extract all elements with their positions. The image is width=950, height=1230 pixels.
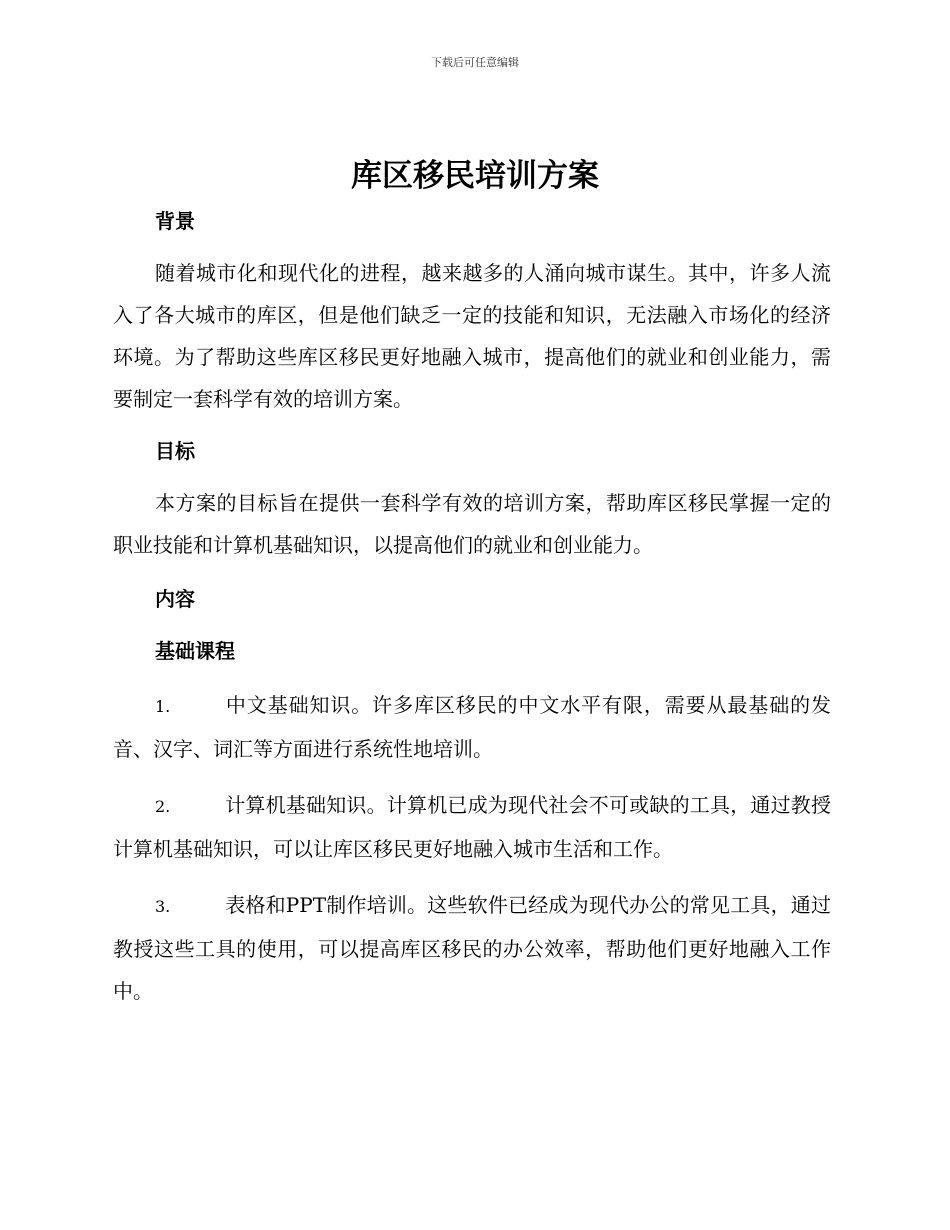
list-number: 1. bbox=[155, 697, 171, 716]
list-number: 2. bbox=[155, 797, 171, 816]
subheading-basic-courses: 基础课程 bbox=[155, 639, 235, 663]
section-heading-content: 内容 bbox=[155, 587, 195, 611]
page-header-note: 下载后可任意编辑 bbox=[431, 56, 519, 69]
list-item-3 bbox=[113, 884, 831, 1012]
list-item-2 bbox=[113, 784, 831, 870]
list-item-1 bbox=[113, 684, 831, 770]
goal-paragraph: 本方案的目标旨在提供一套科学有效的培训方案，帮助库区移民掌握一定的职业技能和计算机基础知识，以提高他们的就业和创业能力。 bbox=[113, 491, 831, 557]
document-title: 库区移民培训方案 bbox=[351, 158, 599, 194]
section-heading-background: 背景 bbox=[155, 209, 195, 233]
document-body bbox=[113, 202, 831, 1012]
list-item-text: 计算机基础知识。计算机已成为现代社会不可或缺的工具，通过教授计算机基础知识，可以让库区移民更好地融入城市生活和工作。 bbox=[113, 793, 831, 861]
list-item-text: 中文基础知识。许多库区移民的中文水平有限，需要从最基础的发音、汉字、词汇等方面进行系统性地培训。 bbox=[113, 693, 831, 761]
section-heading-goal: 目标 bbox=[155, 439, 195, 463]
list-item-text: 表格和PPT制作培训。这些软件已经成为现代办公的常见工具，通过教授这些工具的使用，可以提高库区移民的办公效率，帮助他们更好地融入工作中。 bbox=[113, 893, 831, 1003]
list-number: 3. bbox=[155, 897, 171, 916]
background-paragraph: 随着城市化和现代化的进程，越来越多的人涌向城市谋生。其中，许多人流入了各大城市的库区，但是他们缺乏一定的技能和知识，无法融入市场化的经济环境。为了帮助这些库区移民更好地融入城市，提高他们的就业和创业能力，需要制定一套科学有效的培训方案。 bbox=[113, 261, 831, 411]
